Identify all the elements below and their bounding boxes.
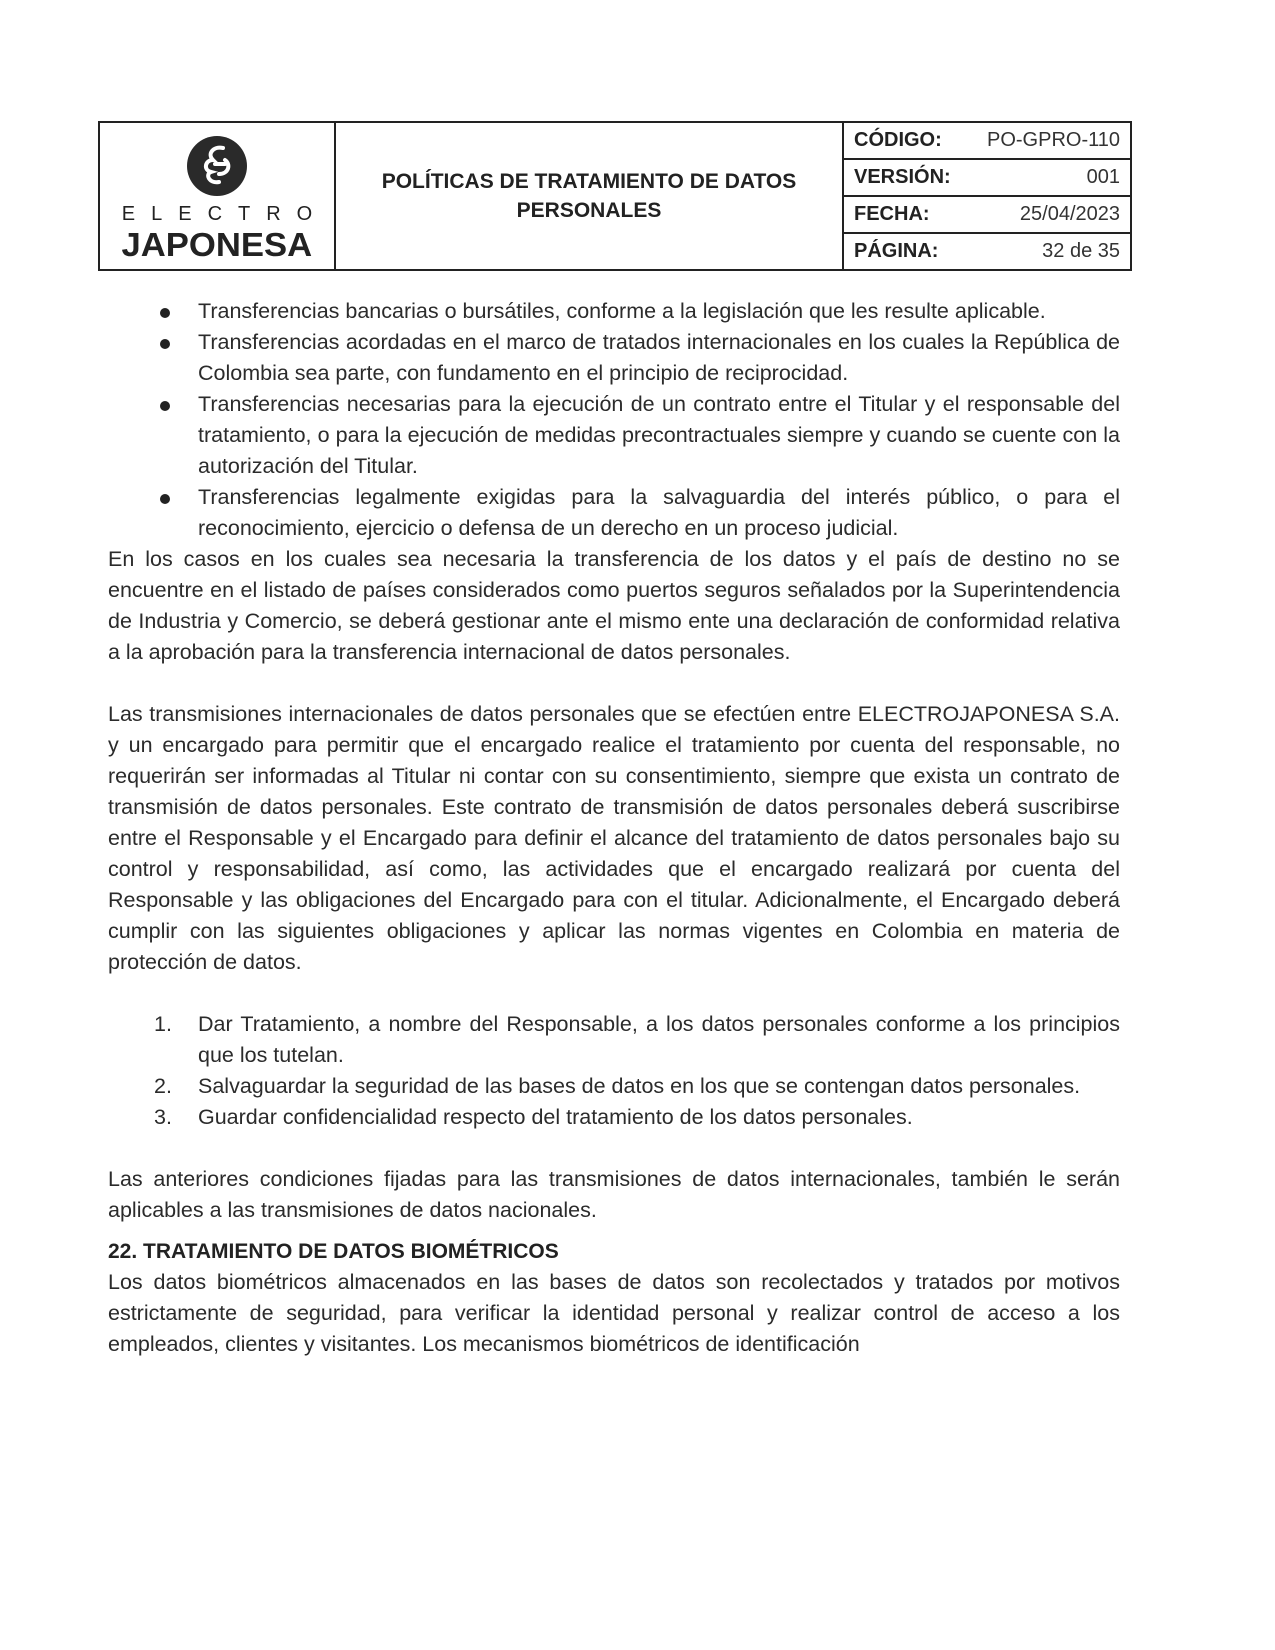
meta-row-fecha xyxy=(844,197,1130,234)
paragraph: En los casos en los cuales sea necesaria la transferencia de los datos y el país de destino no se encuentre en el listado de países considerados como puertos seguros señalados por la Superintendencia de Industria y Comercio, se deberá gestionar ante el mismo ente una declaración de conformidad relativa a la aprobación para la transferencia internacional de datos personales. xyxy=(108,547,1120,664)
list-text: Salvaguardar la seguridad de las bases de datos en los que se contengan datos personales. xyxy=(198,1074,1081,1098)
document-meta xyxy=(844,123,1130,269)
obligations-numbered-list xyxy=(108,1009,1120,1133)
document-header xyxy=(98,121,1132,271)
list-number: 3. xyxy=(154,1105,172,1129)
company-logo xyxy=(100,123,336,269)
list-item xyxy=(108,1102,1120,1133)
list-item: Transferencias necesarias para la ejecución de un contrato entre el Titular y el responsable del tratamiento, o para la ejecución de medidas precontractuales siempre y cuando se cuente con la autorización del Titular. xyxy=(108,389,1120,482)
section-heading: 22. TRATAMIENTO DE DATOS BIOMÉTRICOS xyxy=(108,1240,559,1263)
meta-label: PÁGINA: xyxy=(854,240,939,262)
meta-row-version xyxy=(844,160,1130,197)
list-item: Transferencias legalmente exigidas para la salvaguardia del interés público, o para el reconocimiento, ejercicio o defensa de un derecho en un proceso judicial. xyxy=(108,482,1120,544)
meta-row-pagina xyxy=(844,234,1130,269)
list-item xyxy=(108,1071,1120,1102)
meta-label: CÓDIGO: xyxy=(854,129,942,151)
logo-text-bottom: JAPONESA xyxy=(121,225,313,263)
meta-value: 32 de 35 xyxy=(1042,240,1120,262)
paragraph: Los datos biométricos almacenados en las bases de datos son recolectados y tratados por motivos estrictamente de seguridad, para verificar la identidad personal y realizar control de acceso a los empleados, clientes y visitantes. Los mecanismos biométricos de identificación xyxy=(108,1270,1120,1356)
list-number: 1. xyxy=(154,1012,172,1036)
paragraph: Las transmisiones internacionales de datos personales que se efectúen entre ELECTROJAPONESA S.A. y un encargado para permitir que el encargado realice el tratamiento por cuenta del responsable, no requerirán ser informadas al Titular ni contar con su consentimiento, siempre que exista un contrato de transmisión de datos personales. Este contrato de transmisión de datos personales deberá suscribirse entre el Responsable y el Encargado para definir el alcance del tratamiento de datos personales bajo su control y responsabilidad, así como, las actividades que el encargado realizará por cuenta del Responsable y las obligaciones del Encargado para con el titular. Adicionalmente, el Encargado deberá cumplir con las siguientes obligaciones y aplicar las normas vigentes en Colombia en materia de protección de datos. xyxy=(108,702,1120,974)
list-item xyxy=(108,1009,1120,1071)
list-text: Dar Tratamiento, a nombre del Responsable, a los datos personales conforme a los principios que los tutelan. xyxy=(198,1012,1120,1067)
meta-value: 001 xyxy=(1086,166,1120,188)
electrojaponesa-logo-icon xyxy=(185,134,249,198)
meta-label: VERSIÓN: xyxy=(854,166,951,188)
document-title: POLÍTICAS DE TRATAMIENTO DE DATOS PERSONALES xyxy=(336,123,844,269)
meta-value: 25/04/2023 xyxy=(1019,203,1120,225)
logo-text-top: ELECTRO xyxy=(121,202,329,225)
document-body xyxy=(108,296,1120,1360)
list-item: Transferencias acordadas en el marco de tratados internacionales en los cuales la República de Colombia sea parte, con fundamento en el principio de reciprocidad. xyxy=(108,327,1120,389)
transfer-bullet-list xyxy=(108,296,1120,544)
list-item: Transferencias bancarias o bursátiles, conforme a la legislación que les resulte aplicable. xyxy=(108,296,1120,327)
paragraph: Las anteriores condiciones fijadas para las transmisiones de datos internacionales, también le serán aplicables a las transmisiones de datos nacionales. xyxy=(108,1167,1120,1222)
meta-label: FECHA: xyxy=(854,203,930,225)
meta-row-codigo xyxy=(844,123,1130,160)
meta-value: PO-GPRO-110 xyxy=(987,129,1120,151)
list-number: 2. xyxy=(154,1074,172,1098)
list-text: Guardar confidencialidad respecto del tratamiento de los datos personales. xyxy=(198,1105,913,1129)
